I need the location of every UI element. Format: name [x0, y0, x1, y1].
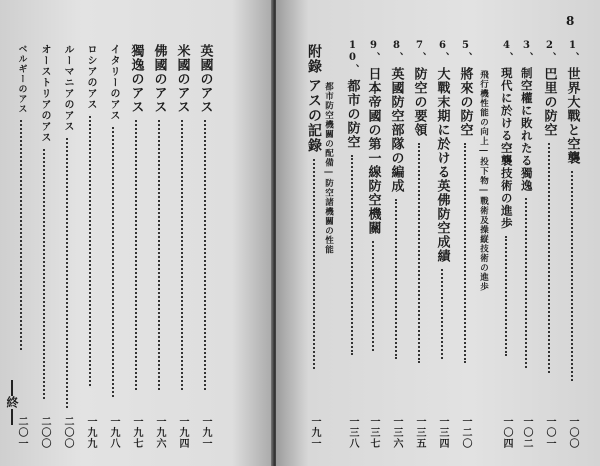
- entry-title: 制空權に敗れたる獨逸: [519, 67, 534, 192]
- toc-entry: [172, 40, 192, 396]
- end-mark: [6, 380, 18, 425]
- toc-entry: [409, 40, 429, 369]
- entry-number: 1、: [567, 40, 578, 63]
- entry-title: 現代に於ける空襲技術の進歩: [499, 67, 514, 230]
- dot-leader: [181, 120, 183, 390]
- toc-entry: [195, 40, 215, 396]
- entry-page: 一九一: [200, 416, 211, 449]
- dot-leader: [20, 120, 22, 350]
- dot-leader: [112, 127, 114, 397]
- toc-entry: [304, 40, 324, 375]
- dot-leader: [418, 143, 420, 363]
- entry-title: 英國のアス: [197, 44, 213, 114]
- entry-number: 7、: [414, 40, 425, 63]
- entry-number: 4、: [501, 40, 512, 63]
- toc-entry: [432, 40, 452, 365]
- toc-entry: [80, 40, 100, 392]
- entry-title: ルーマニアのアス: [62, 44, 73, 132]
- entry-page: 二〇〇: [62, 416, 73, 449]
- dot-leader: [372, 241, 374, 351]
- entry-title: アスの記錄: [306, 78, 322, 153]
- entry-title: 佛國のアス: [151, 44, 167, 114]
- entry-page: 一九六: [154, 416, 165, 449]
- entry-page: 一九八: [108, 416, 119, 449]
- entry-page: 二〇一: [16, 416, 27, 449]
- entry-title: ベルギーのアス: [16, 44, 27, 114]
- end-mark-text: 終: [5, 396, 19, 409]
- entry-title: 世界大戰と空襲: [564, 67, 580, 165]
- entry-page: 一三八: [347, 416, 358, 449]
- toc-entry: [103, 40, 123, 403]
- entry-page: 一〇四: [501, 416, 512, 449]
- entry-title: 都市の防空: [344, 79, 360, 149]
- toc-entry: [386, 40, 406, 365]
- entry-title: オーストリアのアス: [39, 44, 50, 143]
- toc-entry: [342, 40, 362, 361]
- toc-entry: [57, 40, 77, 414]
- entry-number: 3、: [521, 40, 532, 63]
- dot-leader: [441, 269, 443, 359]
- toc-entry: [34, 40, 54, 405]
- entry-page: 一九九: [85, 416, 96, 449]
- dot-leader: [89, 116, 91, 386]
- toc-entry: [496, 40, 516, 362]
- page-number: 8: [566, 14, 575, 28]
- sub-entry: [479, 66, 495, 296]
- entry-title: 米國のアス: [174, 44, 190, 114]
- dot-leader: [313, 159, 315, 369]
- entry-page: 一三四: [437, 416, 448, 449]
- entry-title: 防空の要領: [411, 67, 427, 137]
- entry-number: 5、: [460, 40, 471, 63]
- toc-entry: [455, 40, 475, 369]
- entry-page: 一二〇: [460, 416, 471, 449]
- sub-entry: [324, 78, 340, 259]
- entry-page: 一三六: [391, 416, 402, 449]
- entry-title: 日本帝國の第一線防空機關: [365, 67, 381, 235]
- dot-leader: [43, 149, 45, 399]
- entry-page: 一〇一: [544, 416, 555, 449]
- entry-page: 一三七: [368, 416, 379, 449]
- toc-entry: [539, 40, 559, 379]
- entry-page: 一九七: [131, 416, 142, 449]
- entry-page: 一九一: [309, 416, 320, 449]
- dot-leader: [351, 155, 353, 355]
- sub-entry-text: 飛行機性能の向上―投下物―戰術及操縦技術の進歩: [478, 70, 489, 292]
- dot-leader: [158, 120, 160, 390]
- entry-page: 一〇〇: [567, 416, 578, 449]
- dot-leader: [395, 199, 397, 359]
- toc-entry: [126, 40, 146, 396]
- toc-entry: [363, 40, 383, 357]
- dot-leader: [525, 198, 527, 368]
- entry-title: イタリーのアス: [108, 44, 119, 121]
- entry-number: 2、: [544, 40, 555, 63]
- entry-number: 附錄: [306, 44, 322, 74]
- dot-leader: [204, 120, 206, 390]
- toc-entry: [562, 40, 582, 387]
- dot-leader: [135, 120, 137, 390]
- toc-entry: [11, 40, 31, 356]
- entry-title: ロシアのアス: [85, 44, 96, 110]
- toc-entry: [149, 40, 169, 396]
- entry-title: 將來の防空: [457, 67, 473, 137]
- sub-entry-text: 都市防空機關の配備―防空諸機關の性能: [323, 82, 334, 255]
- entry-number: 8、: [391, 40, 402, 63]
- entry-number: 6、: [437, 40, 448, 63]
- left-page: [0, 0, 273, 466]
- entry-number: 10、: [347, 40, 358, 75]
- entry-page: 一九四: [177, 416, 188, 449]
- dot-leader: [548, 143, 550, 373]
- dot-leader: [464, 143, 466, 363]
- entry-page: 一〇二: [521, 416, 532, 449]
- dot-leader: [571, 171, 573, 381]
- entry-title: 大戰末期に於ける英佛防空成績: [434, 67, 450, 263]
- dot-leader: [66, 138, 68, 408]
- dot-leader: [505, 236, 507, 356]
- entry-title: 英國防空部隊の編成: [388, 67, 404, 193]
- entry-page: 一三五: [414, 416, 425, 449]
- entry-title: 獨逸のアス: [128, 44, 144, 114]
- entry-page: 二〇〇: [39, 416, 50, 449]
- entry-number: 9、: [368, 40, 379, 63]
- entry-title: 巴里の防空: [541, 67, 557, 137]
- toc-entry: [516, 40, 536, 374]
